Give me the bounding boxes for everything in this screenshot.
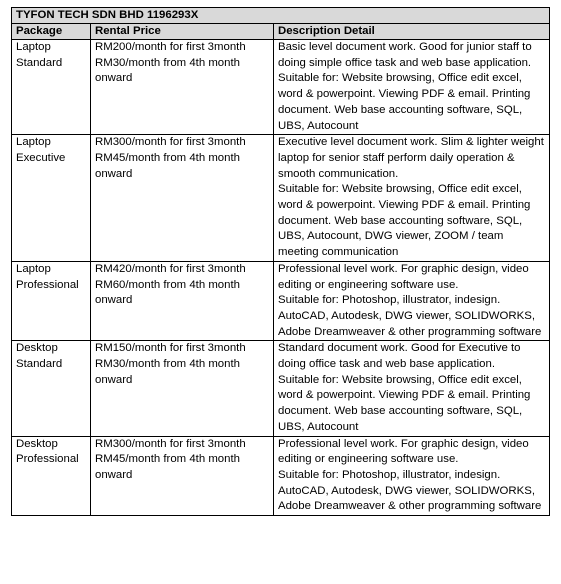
package-tier: Professional	[16, 453, 79, 466]
package-type: Desktop	[16, 342, 58, 355]
package-tier: Standard	[16, 56, 63, 69]
pricing-table	[11, 7, 550, 516]
package-cell	[12, 341, 91, 436]
table-row	[12, 436, 550, 516]
description-summary: Basic level document work. Good for junior staff to doing simple office task and web base application.	[278, 41, 532, 69]
price-ongoing: RM45/month from 4th month onward	[95, 453, 240, 481]
description-summary: Standard document work. Good for Executive to doing office task and web base application.	[278, 342, 521, 371]
description-summary: Executive level document work. Slim & lighter weight laptop for senior staff perform daily operation & smooth communication.	[278, 136, 544, 180]
description-suitable-for: Suitable for: Website browsing, Office edit excel, word & powerpoint. Viewing PDF & email. Printing document. Web base accounting software, SQL, UBS, Autocount, DWG viewer, ZOOM / team meeting communication	[278, 183, 531, 259]
package-type: Laptop	[16, 41, 51, 53]
package-cell	[12, 135, 91, 262]
package-cell	[12, 40, 91, 135]
description-cell	[274, 436, 550, 516]
description-suitable-for: Suitable for: Photoshop, illustrator, indesign. AutoCAD, Autodesk, DWG viewer, SOLIDWORKS, Adobe Dreamweaver & other programming software	[278, 294, 542, 338]
description-cell	[274, 135, 550, 262]
package-cell	[12, 261, 91, 341]
price-ongoing: RM30/month from 4th month onward	[95, 358, 240, 386]
price-initial: RM150/month for first 3month	[95, 342, 246, 355]
price-ongoing: RM30/month from 4th month onward	[95, 56, 240, 85]
price-initial: RM200/month for first 3month	[95, 41, 246, 53]
pricing-table-container	[11, 7, 549, 516]
price-initial: RM300/month for first 3month	[95, 136, 246, 149]
package-tier: Professional	[16, 278, 79, 291]
price-cell	[91, 135, 274, 262]
description-cell	[274, 261, 550, 341]
description-summary: Professional level work. For graphic design, video editing or engineering software use.	[278, 437, 529, 466]
package-tier: Executive	[16, 151, 66, 164]
package-tier: Standard	[16, 358, 63, 371]
price-initial: RM420/month for first 3month	[95, 262, 246, 275]
description-suitable-for: Suitable for: Website browsing, Office edit excel, word & powerpoint. Viewing PDF & email. Printing document. Web base accounting software, SQL, UBS, Autocount	[278, 373, 531, 433]
price-cell	[91, 341, 274, 436]
package-type: Laptop	[16, 136, 51, 149]
table-header-row	[12, 24, 550, 40]
price-cell	[91, 40, 274, 135]
price-cell	[91, 261, 274, 341]
price-ongoing: RM60/month from 4th month onward	[95, 278, 240, 307]
header-package: Package	[12, 24, 91, 40]
description-suitable-for: Suitable for: Photoshop, illustrator, indesign. AutoCAD, Autodesk, DWG viewer, SOLIDWORKS, Adobe Dreamweaver & other programming software	[278, 468, 542, 513]
package-type: Desktop	[16, 437, 58, 450]
table-row	[12, 135, 550, 262]
description-summary: Professional level work. For graphic design, video editing or engineering software use.	[278, 262, 529, 291]
company-title-row	[12, 8, 550, 24]
description-suitable-for: Suitable for: Website browsing, Office edit excel, word & powerpoint. Viewing PDF & email. Printing document. Web base accounting software, SQL, UBS, Autocount	[278, 72, 531, 132]
price-cell	[91, 436, 274, 516]
package-type: Laptop	[16, 262, 51, 275]
price-ongoing: RM45/month from 4th month onward	[95, 151, 240, 180]
header-description: Description Detail	[274, 24, 550, 40]
header-rental-price: Rental Price	[91, 24, 274, 40]
price-initial: RM300/month for first 3month	[95, 437, 246, 450]
description-cell	[274, 40, 550, 135]
table-row	[12, 40, 550, 135]
company-title: TYFON TECH SDN BHD 1196293X	[12, 8, 550, 24]
package-cell	[12, 436, 91, 516]
description-cell	[274, 341, 550, 436]
table-row	[12, 261, 550, 341]
table-row	[12, 341, 550, 436]
